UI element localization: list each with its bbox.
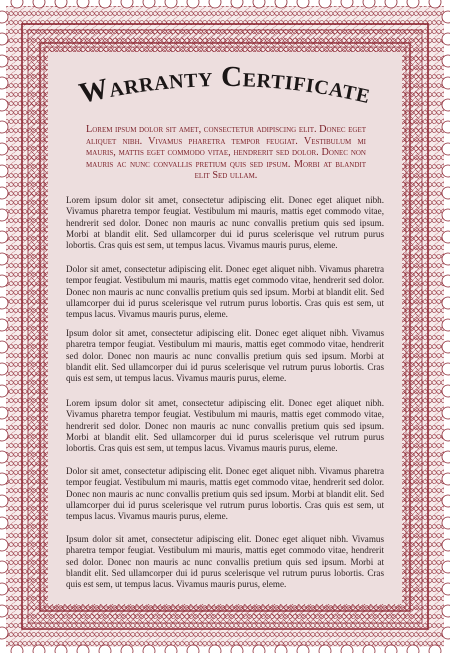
scallop — [442, 341, 450, 353]
scallop — [0, 627, 8, 639]
scallop — [0, 407, 8, 419]
scallop — [55, 645, 67, 653]
scallop — [442, 495, 450, 507]
scallop — [0, 77, 8, 89]
scallop — [442, 165, 450, 177]
scallop — [0, 539, 8, 551]
scallop — [297, 0, 309, 8]
scallop — [385, 645, 397, 653]
scallop — [231, 645, 243, 653]
scallop — [0, 429, 8, 441]
scallop — [442, 187, 450, 199]
scallop — [363, 645, 375, 653]
scallop — [165, 0, 177, 8]
body-paragraph: Lorem ipsum dolor sit amet, consectetur adipiscing elit. Donec eget aliquet nibh. Vivamus pharetra tempor feugiat. Vestibulum mi mauris, mattis eget commodo vitae, hendrerit sed dolor. Donec non mauris ac nunc convallis pretium quis sed ipsum. Morbi at blandit elit. Sed ullamcorper dui id purus scelerisque vel rutrum purus lobortis. Cras quis est sem, ut tempus lacus. Vivamus mauris purus, eleme. — [66, 398, 384, 454]
scallop — [385, 0, 397, 8]
scallop — [99, 645, 111, 653]
scallop — [442, 561, 450, 573]
scallop — [0, 605, 8, 617]
scallop — [11, 0, 23, 8]
scallop — [0, 143, 8, 155]
body-paragraph: Ipsum dolor sit amet, consectetur adipiscing elit. Donec eget aliquet nibh. Vivamus pharetra tempor feugiat. Vestibulum mi mauris, mattis eget commodo vitae, hendrerit sed dolor. Donec non mauris ac nunc convallis pretium quis sed ipsum. Morbi at blandit elit. Sed ullamcorper dui id purus scelerisque vel rutrum purus lobortis. Cras quis est sem, ut tempus lacus. Vivamus mauris purus, eleme. — [66, 328, 384, 384]
scallop — [442, 275, 450, 287]
scallop — [0, 165, 8, 177]
scallop — [429, 0, 441, 8]
scallop — [0, 33, 8, 45]
scallop — [33, 645, 45, 653]
scallop — [0, 385, 8, 397]
scallop — [0, 341, 8, 353]
scallop — [442, 451, 450, 463]
scallop — [231, 0, 243, 8]
scallop — [121, 0, 133, 8]
scallop — [442, 385, 450, 397]
scallop — [442, 539, 450, 551]
scallop — [0, 319, 8, 331]
scallop — [253, 645, 265, 653]
scallop — [442, 77, 450, 89]
scallop — [187, 645, 199, 653]
scallop — [0, 209, 8, 221]
scallop — [121, 645, 133, 653]
scallop — [0, 561, 8, 573]
scallop — [442, 121, 450, 133]
scallop — [429, 645, 441, 653]
scallop — [0, 275, 8, 287]
scallop — [143, 0, 155, 8]
scallop — [442, 363, 450, 375]
scallop — [0, 517, 8, 529]
scallop — [77, 645, 89, 653]
scallop — [0, 55, 8, 67]
scallop — [319, 645, 331, 653]
body-paragraph: Dolor sit amet, consectetur adipiscing elit. Donec eget aliquet nibh. Vivamus pharetra tempor feugiat. Vestibulum mi mauris, mattis eget commodo vitae, hendrerit sed dolor. Donec non mauris ac nunc convallis pretium quis sed ipsum. Morbi at blandit elit. Sed ullamcorper dui id purus scelerisque vel rutrum purus lobortis. Cras quis est sem, ut tempus lacus. Vivamus mauris purus, eleme. — [66, 466, 384, 522]
scallop — [442, 407, 450, 419]
scallop — [33, 0, 45, 8]
scallop — [442, 209, 450, 221]
scallop — [407, 645, 419, 653]
body-paragraph: Dolor sit amet, consectetur adipiscing elit. Donec eget aliquet nibh. Vivamus pharetra tempor feugiat. Vestibulum mi mauris, mattis eget commodo vitae, hendrerit sed dolor. Donec non mauris ac nunc convallis pretium quis sed ipsum. Morbi at blandit elit. Sed ullamcorper dui id purus scelerisque vel rutrum purus lobortis. Cras quis est sem, ut tempus lacus. Vivamus mauris purus, eleme. — [66, 264, 384, 320]
scallop — [442, 99, 450, 111]
scallop — [0, 363, 8, 375]
scallop — [0, 11, 8, 23]
scallop — [363, 0, 375, 8]
scallop — [11, 645, 23, 653]
scallop — [0, 473, 8, 485]
scallop — [0, 495, 8, 507]
scallop — [0, 231, 8, 243]
scallop — [0, 583, 8, 595]
scallop — [319, 0, 331, 8]
scallop — [275, 645, 287, 653]
scallop — [55, 0, 67, 8]
scallop — [209, 0, 221, 8]
body-paragraph: Ipsum dolor sit amet, consectetur adipiscing elit. Donec eget aliquet nibh. Vivamus pharetra tempor feugiat. Vestibulum mi mauris, mattis eget commodo vitae, hendrerit sed dolor. Donec non mauris ac nunc convallis pretium quis sed ipsum. Morbi at blandit elit. Sed ullamcorper dui id purus scelerisque vel rutrum purus lobortis. Cras quis est sem, ut tempus lacus. Vivamus mauris purus, eleme. — [66, 534, 384, 590]
scallop — [442, 605, 450, 617]
scallop — [442, 517, 450, 529]
scallop — [442, 473, 450, 485]
scallop — [442, 33, 450, 45]
scallop — [165, 645, 177, 653]
body-paragraph: Lorem ipsum dolor sit amet, consectetur adipiscing elit. Donec eget aliquet nibh. Vivamus pharetra tempor feugiat. Vestibulum mi mauris, mattis eget commodo vitae, hendrerit sed dolor. Donec non mauris ac nunc convallis pretium quis sed ipsum. Morbi at blandit elit. Sed ullamcorper dui id purus scelerisque vel rutrum purus lobortis. Cras quis est sem, ut tempus lacus. Vivamus mauris purus, eleme. — [66, 195, 384, 251]
scallop — [407, 0, 419, 8]
scallop — [0, 253, 8, 265]
scallop — [187, 0, 199, 8]
scallop — [77, 0, 89, 8]
scallop — [442, 231, 450, 243]
scallop — [297, 645, 309, 653]
scallop — [275, 0, 287, 8]
scallop — [0, 451, 8, 463]
scallop — [442, 253, 450, 265]
scallop — [341, 645, 353, 653]
svg-text:Warranty Certificate — [76, 61, 374, 110]
scallop — [442, 297, 450, 309]
scallop — [442, 143, 450, 155]
scallop — [253, 0, 265, 8]
scallop — [0, 187, 8, 199]
scallop — [442, 429, 450, 441]
scallop — [0, 99, 8, 111]
scallop — [442, 319, 450, 331]
scallop — [442, 583, 450, 595]
scallop — [442, 627, 450, 639]
scallop — [341, 0, 353, 8]
scallop — [442, 55, 450, 67]
scallop — [442, 11, 450, 23]
scallop — [209, 645, 221, 653]
scallop — [0, 297, 8, 309]
scallop — [0, 121, 8, 133]
intro-text: Lorem ipsum dolor sit amet, consectetur adipiscing elit. Donec eget aliquet nibh. Vivamus pharetra tempor feugiat. Vestibulum mi mauris, mattis eget commodo vitae, hendrerit sed dolor. Donec non mauris ac nunc convallis pretium quis sed ipsum. Morbi at blandit elit Sed ullam. — [86, 124, 366, 181]
title-text: Warranty Certificate — [76, 60, 375, 111]
scallop — [99, 0, 111, 8]
scallop — [143, 645, 155, 653]
